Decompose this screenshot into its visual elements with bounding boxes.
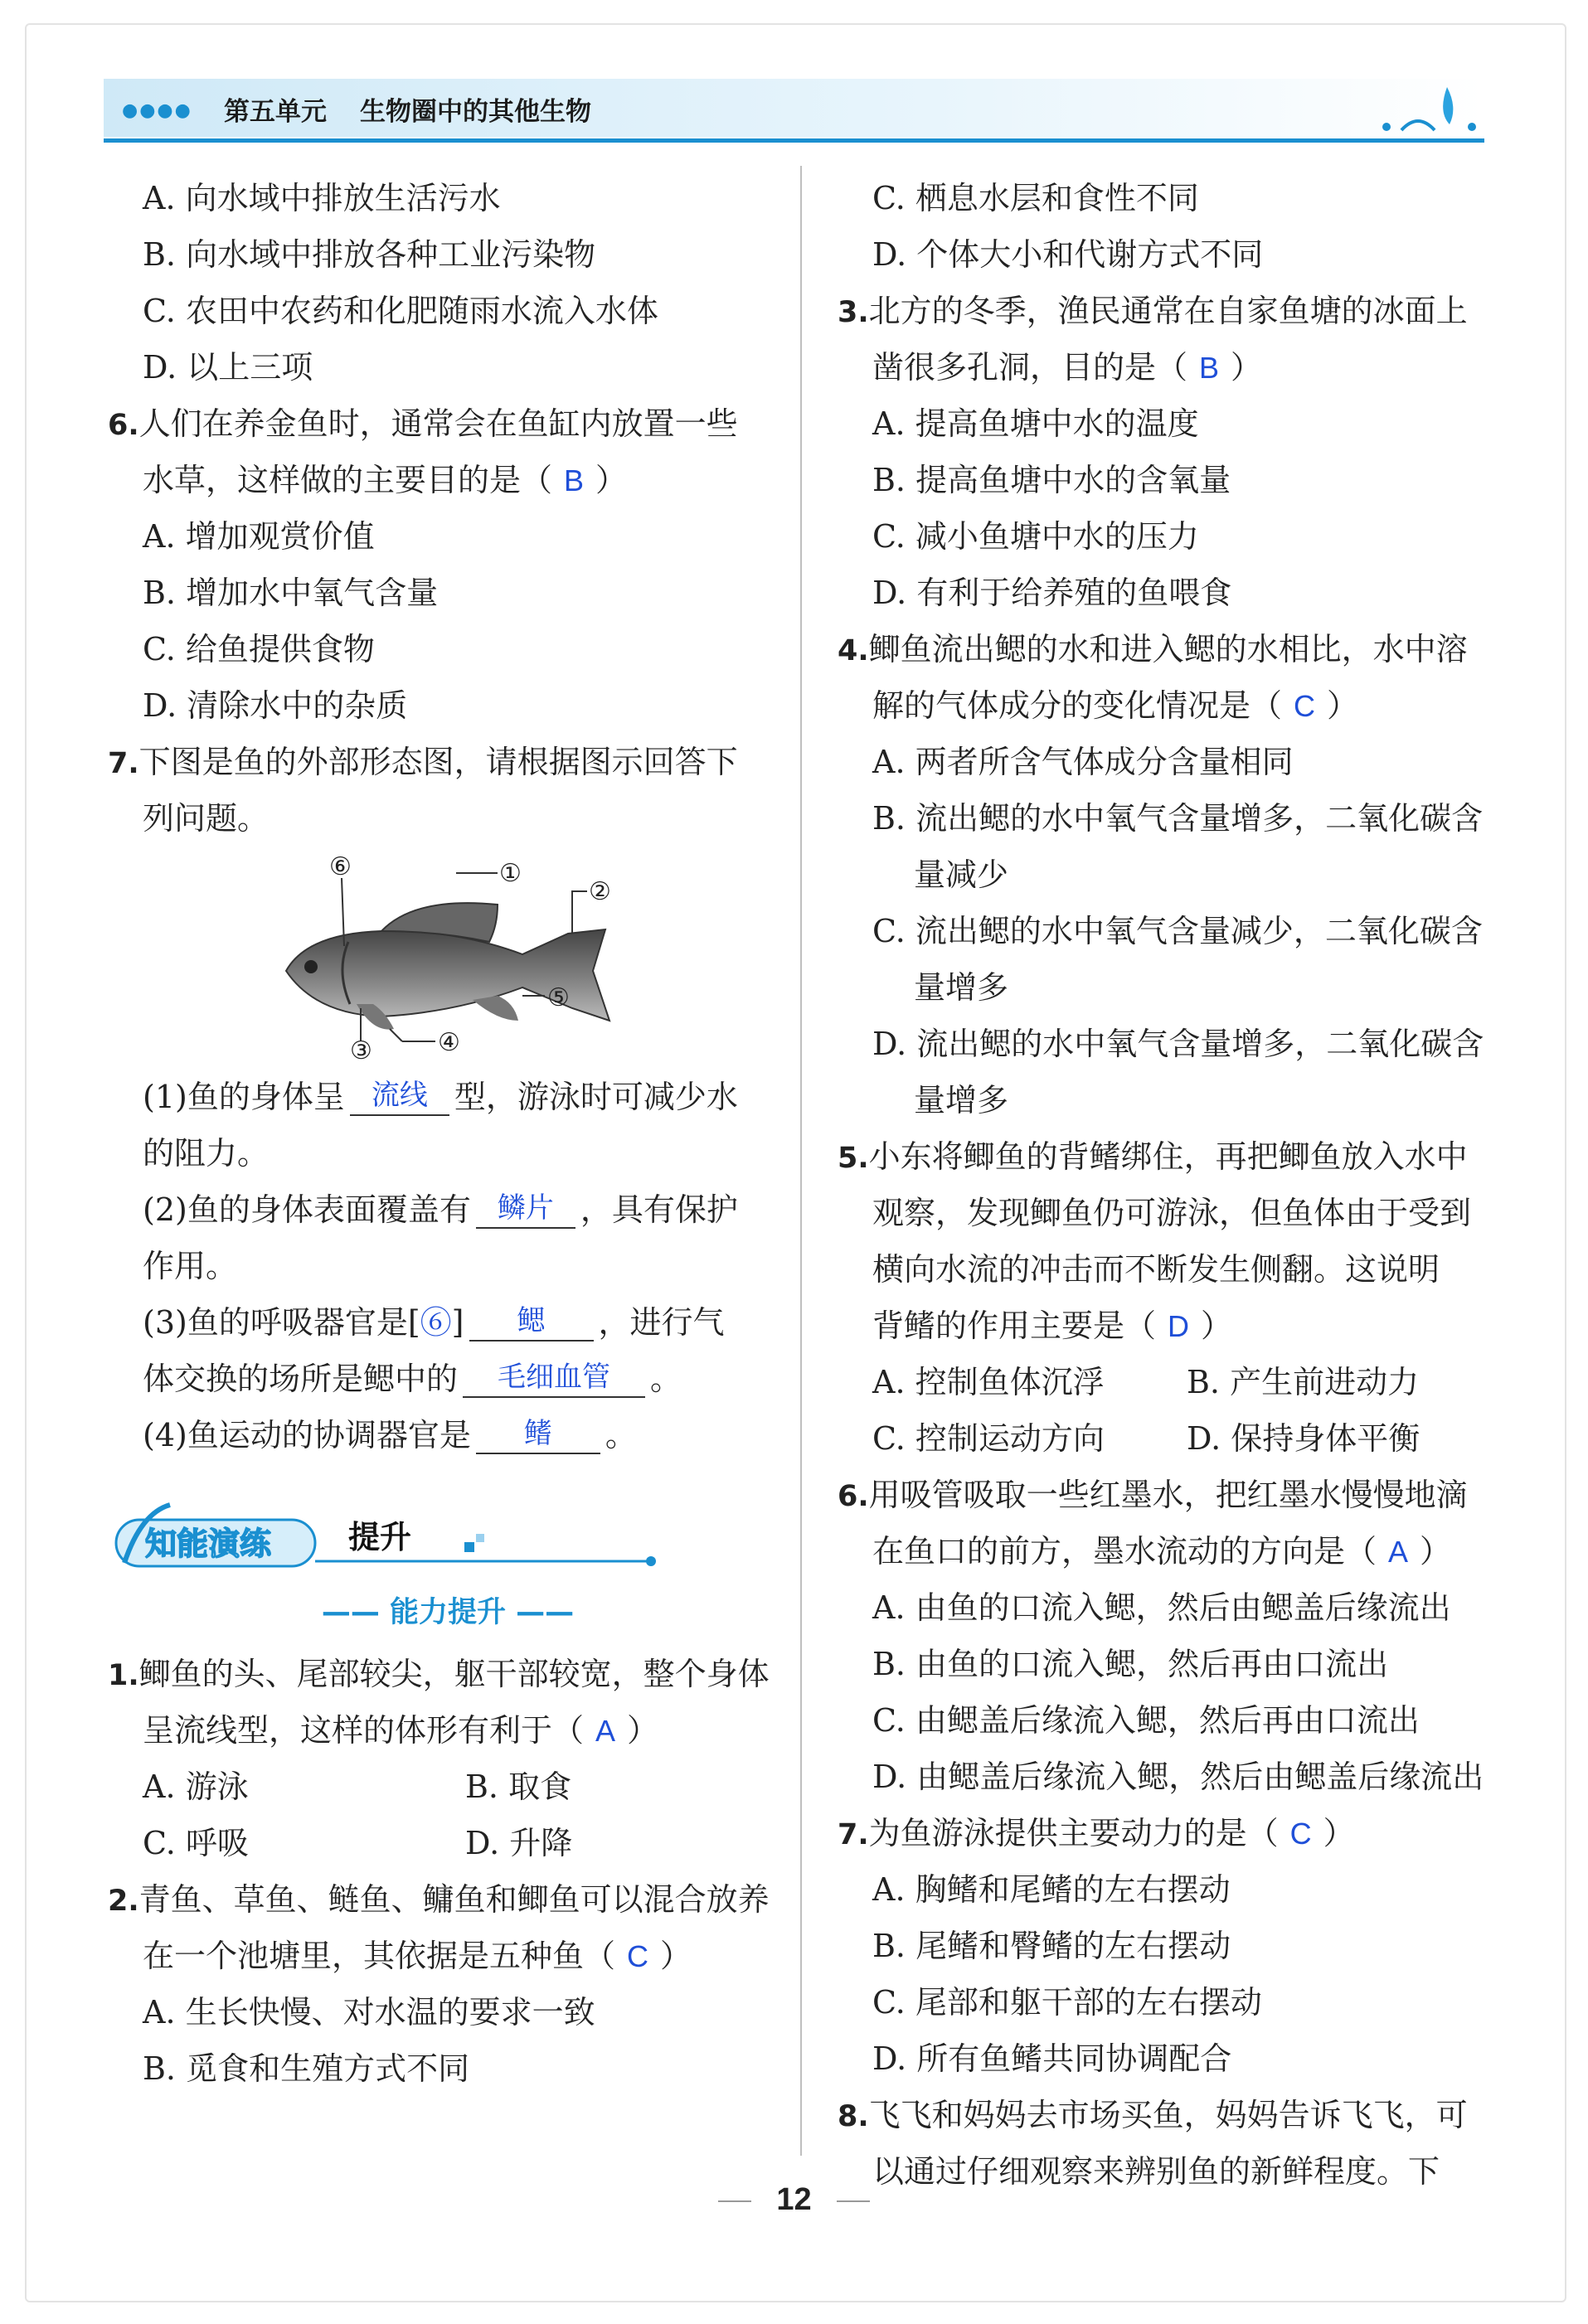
question-number: 7. — [838, 1818, 869, 1851]
bracket: ） — [1323, 1815, 1355, 1851]
answer-mark: B — [564, 463, 585, 497]
question-6 — [108, 395, 788, 734]
question-number: 8. — [838, 2100, 869, 2133]
question-4 — [838, 621, 1501, 1128]
label-4: ④ — [438, 1028, 460, 1057]
question-text: 观察，发现鲫鱼仍可游泳，但鱼体由于受到 — [872, 1195, 1472, 1231]
subquestion-text: (2)鱼的身体表面覆盖有 — [143, 1191, 471, 1228]
answer-text: 毛细血管 — [498, 1361, 611, 1394]
question-text: 以通过仔细观察来辨别鱼的新鲜程度。下 — [872, 2153, 1440, 2190]
option: A. 两者所含气体成分含量相同 — [872, 744, 1294, 780]
question-text: 北方的冬季，渔民通常在自家鱼塘的冰面上 — [868, 293, 1468, 329]
question-text: 青鱼、草鱼、鲢鱼、鳙鱼和鲫鱼可以混合放养 — [138, 1881, 770, 1918]
question-text: 解的气体成分的变化情况是（ — [872, 687, 1283, 724]
question-text: 鲫鱼流出鳃的水和进入鳃的水相比，水中溶 — [868, 631, 1468, 667]
option: A. 提高鱼塘中水的温度 — [872, 405, 1199, 442]
question-7 — [108, 734, 788, 1463]
option-continued: 量增多 — [914, 969, 1009, 1006]
section-title: 提升 — [348, 1519, 412, 1555]
option: A. 增加观赏价值 — [143, 518, 375, 555]
right-column — [838, 170, 1501, 2200]
subquestion-text: 型，游泳时可减少水 — [454, 1079, 738, 1115]
question-7b — [838, 1805, 1501, 2087]
answer-text: 鳞片 — [497, 1191, 554, 1225]
bracket: ） — [1327, 687, 1359, 724]
option: C. 农田中农药和化肥随雨水流入水体 — [143, 293, 658, 329]
question-number: 6. — [838, 1480, 869, 1513]
option: B. 增加水中氧气含量 — [143, 575, 439, 611]
question-number: 3. — [838, 296, 869, 329]
bracket: ） — [1201, 1308, 1233, 1344]
answer-mark: C — [627, 1939, 649, 1973]
question-text: 人们在养金鱼时，通常会在鱼缸内放置一些 — [138, 405, 738, 442]
page-number — [0, 2182, 1588, 2218]
option: B. 流出鳃的水中氧气含量增多，二氧化碳含 — [872, 800, 1484, 837]
option: C. 减小鱼塘中水的压力 — [872, 518, 1199, 555]
subquestion-text: (3)鱼的呼吸器官是[ — [143, 1304, 420, 1341]
option: C. 呼吸 — [143, 1825, 249, 1861]
option: A. 控制鱼体沉浮 — [872, 1364, 1105, 1400]
question-text: 小东将鲫鱼的背鳍绑住，再把鲫鱼放入水中 — [868, 1138, 1468, 1175]
answer-text: 鳃 — [517, 1304, 546, 1337]
subquestion-text: ，具有保护 — [580, 1191, 738, 1228]
option: D. 清除水中的杂质 — [143, 687, 408, 724]
option: B. 尾鳍和臀鳍的左右摆动 — [872, 1928, 1231, 1964]
bracket: ） — [660, 1938, 692, 1974]
question-text: 为鱼游泳提供主要动力的是（ — [868, 1815, 1279, 1851]
page-number-dash — [718, 2200, 751, 2202]
header-rule — [104, 138, 1484, 143]
question-6b — [838, 1467, 1501, 1805]
answer-blank — [476, 1187, 575, 1229]
option: B. 产生前进动力 — [1187, 1364, 1420, 1400]
subquestion-text: (4)鱼运动的协调器官是 — [143, 1417, 471, 1453]
question-number: 2. — [108, 1885, 139, 1918]
option: C. 流出鳃的水中氧气含量减少，二氧化碳含 — [872, 913, 1483, 949]
question-2 — [108, 1871, 788, 2097]
option: C. 给鱼提供食物 — [143, 631, 375, 667]
question-text: 鲫鱼的头、尾部较尖，躯干部较宽，整个身体 — [138, 1656, 770, 1692]
question-number: 4. — [838, 634, 869, 667]
option: B. 觅食和生殖方式不同 — [143, 2050, 470, 2087]
answer-mark: C — [1289, 1817, 1312, 1851]
label-2: ② — [589, 877, 611, 906]
question-number: 1. — [108, 1659, 139, 1692]
question-text: 凿很多孔洞，目的是（ — [872, 349, 1188, 386]
answer-mark: B — [1199, 351, 1220, 385]
option: C. 尾部和躯干部的左右摆动 — [872, 1984, 1262, 2021]
section-header — [108, 1497, 788, 1579]
label-1: ① — [499, 859, 522, 888]
answer-mark: A — [595, 1714, 616, 1748]
answer-blank — [463, 1356, 645, 1398]
question-text: 飞飞和妈妈去市场买鱼，妈妈告诉飞飞，可 — [868, 2097, 1468, 2133]
option: D. 个体大小和代谢方式不同 — [872, 236, 1264, 273]
option: B. 提高鱼塘中水的含氧量 — [872, 462, 1231, 498]
option: D. 有利于给养殖的鱼喂食 — [872, 575, 1232, 611]
question-text: 下图是鱼的外部形态图，请根据图示回答下 — [138, 744, 738, 780]
question-number: 7. — [108, 747, 139, 780]
water-drop-icon — [1368, 79, 1484, 138]
bracket: ） — [1420, 1533, 1452, 1570]
answer-blank — [469, 1300, 594, 1342]
subsection-title: —— 能力提升 —— — [321, 1596, 575, 1629]
question-text: 水草，这样做的主要目的是（ — [143, 462, 553, 498]
question-text: 用吸管吸取一些红墨水，把红墨水慢慢地滴 — [868, 1477, 1468, 1513]
subquestion-text: (1)鱼的身体呈 — [143, 1079, 345, 1115]
header-dots: ●●●● — [122, 100, 192, 121]
option: B. 由鱼的口流入鳃，然后再由口流出 — [872, 1646, 1389, 1682]
question-text: 列问题。 — [143, 800, 270, 837]
question-text: 横向水流的冲击而不断发生侧翻。这说明 — [872, 1251, 1440, 1288]
fish-diagram — [108, 855, 788, 1062]
option: A. 游泳 — [143, 1768, 249, 1805]
question-5 — [838, 1128, 1501, 1467]
question-3 — [838, 283, 1501, 621]
question-number: 5. — [838, 1142, 869, 1175]
answer-mark: C — [1294, 689, 1316, 723]
option-continued: 量减少 — [914, 856, 1009, 893]
bracket: ） — [595, 462, 628, 498]
option: A. 胸鳍和尾鳍的左右摆动 — [872, 1871, 1231, 1908]
label-3: ③ — [350, 1036, 372, 1062]
option: C. 栖息水层和食性不同 — [872, 180, 1199, 216]
option: C. 由鳃盖后缘流入鳃，然后再由口流出 — [872, 1702, 1420, 1739]
answer-mark: D — [1168, 1309, 1190, 1343]
unit-label: 第五单元 — [224, 97, 327, 127]
option: D. 保持身体平衡 — [1187, 1420, 1420, 1457]
label-6: ⑥ — [329, 855, 352, 881]
option: D. 所有鱼鳍共同协调配合 — [872, 2040, 1232, 2077]
header-title — [224, 90, 624, 128]
page-number-dash — [837, 2200, 870, 2202]
subquestion-text: ，进行气 — [598, 1304, 725, 1341]
answer-blank — [476, 1413, 600, 1454]
left-column — [108, 170, 788, 2097]
question-text: 在鱼口的前方，墨水流动的方向是（ — [872, 1533, 1377, 1570]
option: A. 由鱼的口流入鳃，然后由鳃盖后缘流出 — [872, 1589, 1451, 1626]
option: D. 升降 — [465, 1825, 573, 1861]
label-5: ⑤ — [547, 983, 570, 1012]
page-header — [104, 79, 1484, 143]
question-text: 背鳍的作用主要是（ — [872, 1308, 1157, 1344]
column-divider — [800, 166, 802, 2156]
section-banner — [108, 1497, 688, 1579]
punct: 。 — [650, 1361, 682, 1397]
option: B. 向水域中排放各种工业污染物 — [143, 236, 596, 273]
question-number: 6. — [108, 409, 139, 442]
answer-number: ⑥ — [420, 1304, 452, 1341]
option: D. 以上三项 — [143, 349, 313, 386]
bracket: ] — [451, 1304, 464, 1341]
question-text: 在一个池塘里，其依据是五种鱼（ — [143, 1938, 616, 1974]
section-badge: 知能演练 — [145, 1526, 272, 1562]
subquestion-text: 的阻力。 — [143, 1135, 270, 1172]
subquestion-text: 体交换的场所是鳃中的 — [143, 1361, 459, 1397]
answer-text: 流线 — [371, 1079, 428, 1112]
unit-title: 生物圈中的其他生物 — [360, 97, 591, 127]
option: D. 流出鳃的水中氧气含量增多，二氧化碳含 — [872, 1026, 1484, 1062]
option: C. 控制运动方向 — [872, 1420, 1105, 1457]
option: D. 由鳃盖后缘流入鳃，然后由鳃盖后缘流出 — [872, 1759, 1484, 1795]
answer-blank — [350, 1075, 449, 1116]
answer-text: 鳍 — [523, 1417, 552, 1450]
question-text: 呈流线型，这样的体形有利于（ — [143, 1712, 585, 1749]
option-continued: 量增多 — [914, 1082, 1009, 1118]
fish-illustration — [108, 855, 788, 1062]
punct: 。 — [605, 1417, 637, 1453]
option: A. 向水域中排放生活污水 — [143, 180, 501, 216]
bracket: ） — [1231, 349, 1263, 386]
bracket: ） — [627, 1712, 659, 1749]
option: A. 生长快慢、对水温的要求一致 — [143, 1994, 595, 2030]
option: B. 取食 — [465, 1768, 572, 1805]
answer-mark: A — [1388, 1535, 1409, 1569]
page-number-text: 12 — [776, 2182, 812, 2217]
question-1 — [108, 1646, 788, 1871]
subquestion-text: 作用。 — [143, 1248, 238, 1284]
